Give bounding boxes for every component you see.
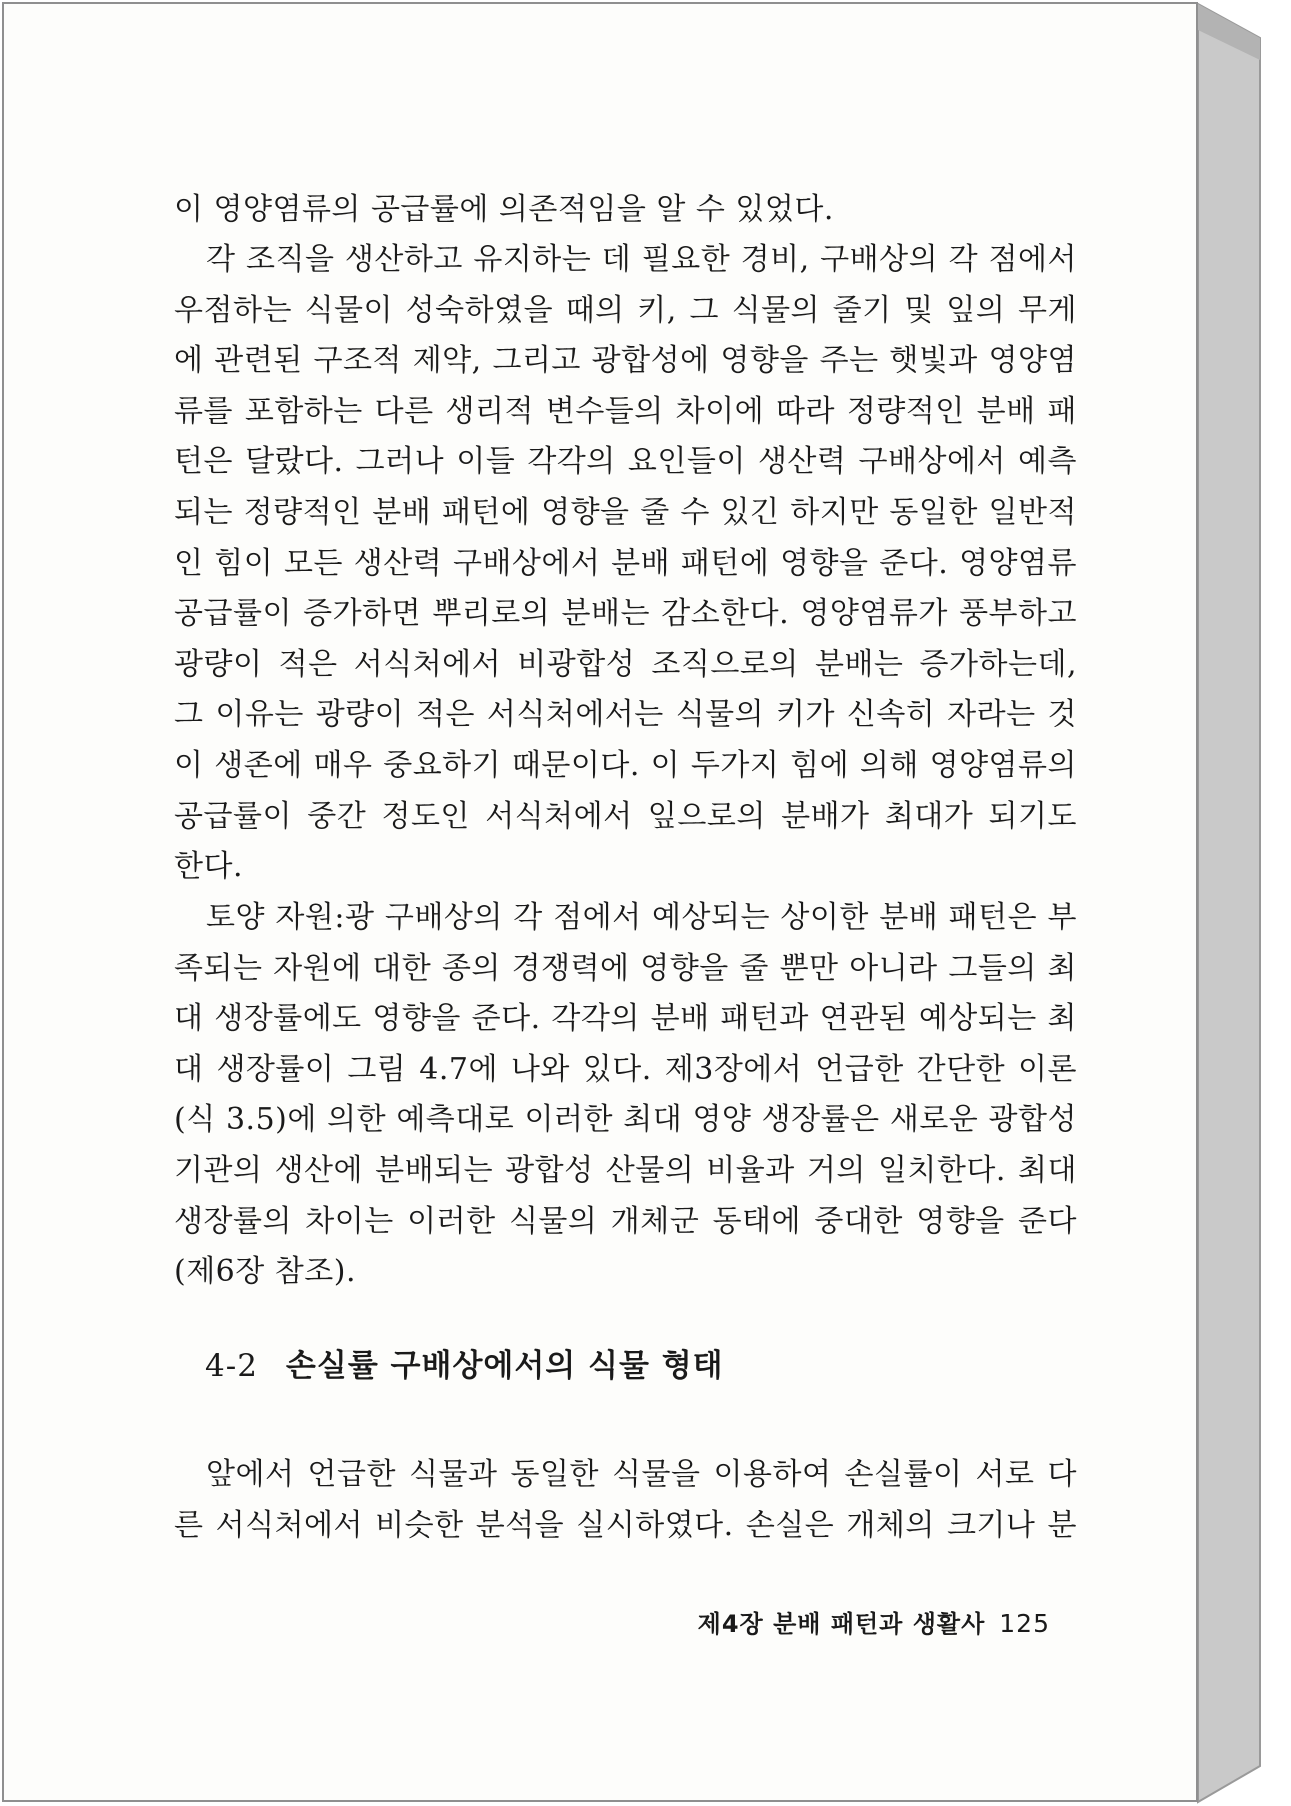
paragraph-loss-rate-analysis: 앞에서 언급한 식물과 동일한 식물을 이용하여 손실률이 서로 다른 서식처에서 비슷한 분석을 실시하였다. 손실은 개체의 크기나 분 [174, 1457, 1077, 1543]
running-title: 제4장 분배 패턴과 생활사 [697, 1610, 986, 1638]
page-footer [680, 1604, 1050, 1639]
section-title: 손실률 구배상에서의 식물 형태 [285, 1348, 724, 1384]
section-number: 4-2 [205, 1348, 258, 1384]
page-number: 125 [999, 1609, 1050, 1638]
paragraph-continuation: 이 영양염류의 공급률에 의존적임을 알 수 있었다. [174, 192, 834, 227]
paragraph-allocation-patterns: 각 조직을 생산하고 유지하는 데 필요한 경비, 구배상의 각 점에서 우점하는 식물이 성숙하였을 때의 키, 그 식물의 줄기 및 잎의 무게에 관련된 구조적 제약, 그리고 광합성에 영향을 주는 햇빛과 영양염류를 포함하는 다른 생리적 변수들의 차이에 따라 정량적인 분배 패턴은 달랐다. 그러나 이들 각각의 요인들이 생산력 구배상에서 예측되는 정량적인 분배 패턴에 영향을 줄 수 있긴 하지만 동일한 일반적인 힘이 모든 생산력 구배상에서 분배 패턴에 영향을 준다. 영양염류 공급률이 증가하면 뿌리로의 분배는 감소한다. 영양염류가 풍부하고 광량이 적은 서식처에서 비광합성 조직으로의 분배는 증가하는데, 그 이유는 광량이 적은 서식처에서는 식물의 키가 신속히 자라는 것이 생존에 매우 중요하기 때문이다. 이 두가지 힘에 의해 영양염류의 공급률이 중간 정도인 서식처에서 잎으로의 분배가 최대가 되기도 한다. [174, 242, 1077, 885]
paragraph-growth-rates: 토양 자원:광 구배상의 각 점에서 예상되는 상이한 분배 패턴은 부족되는 자원에 대한 종의 경쟁력에 영향을 줄 뿐만 아니라 그들의 최대 생장률에도 영향을 준다. 각각의 분배 패턴과 연관된 예상되는 최대 생장률이 그림 4.7에 나와 있다. 제3장에서 언급한 간단한 이론(식 3.5)에 의한 예측대로 이러한 최대 영양 생장률은 새로운 광합성 기관의 생산에 분배되는 광합성 산물의 비율과 거의 일치한다. 최대 생장률의 차이는 이러한 식물의 개체군 동태에 중대한 영향을 준다(제6장 참조). [174, 900, 1077, 1290]
section-heading [205, 1340, 724, 1385]
